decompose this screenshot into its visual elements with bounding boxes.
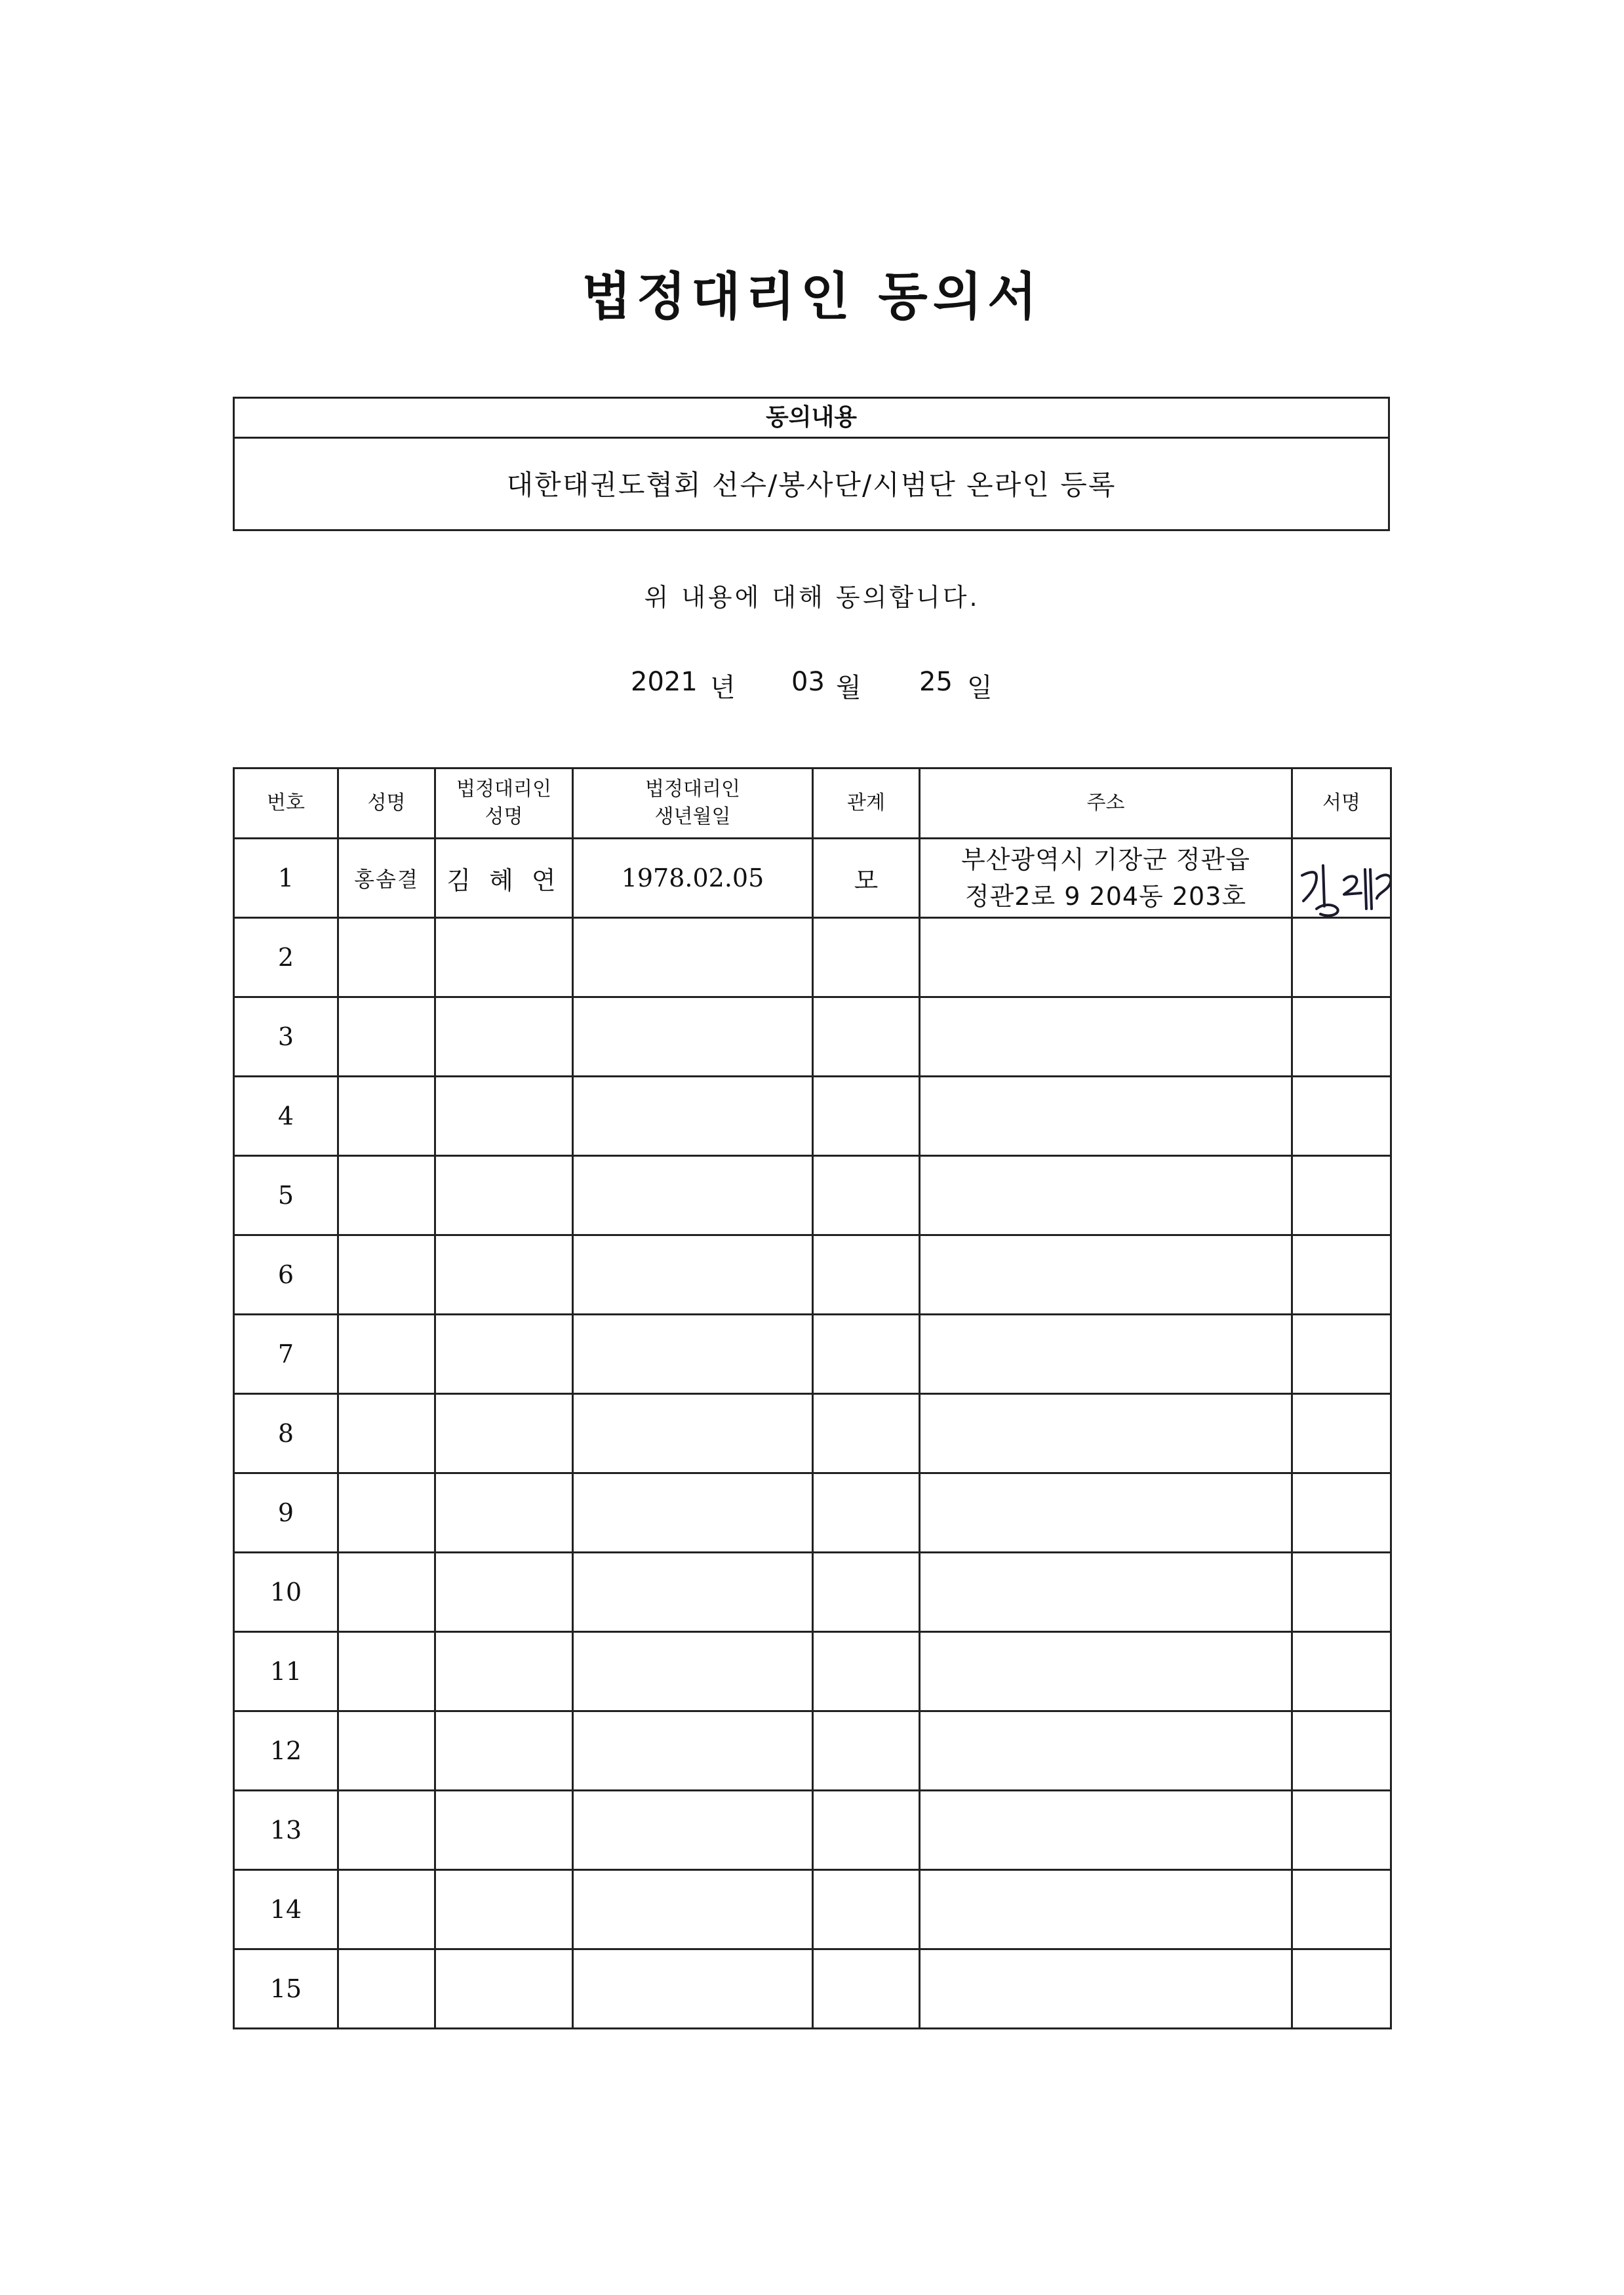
row-address-line2: 정관2로 9 204동 203호	[964, 882, 1247, 911]
header-guardian-birth	[573, 768, 813, 839]
row-signature	[1292, 1077, 1391, 1156]
row-signature	[1292, 1870, 1391, 1949]
row-address	[920, 918, 1292, 997]
row-number: 12	[234, 1711, 338, 1791]
header-guardian-birth-line2: 생년월일	[654, 805, 731, 828]
row-guardian-name	[435, 1394, 573, 1473]
date-day-unit: 일	[967, 673, 993, 703]
row-guardian-birth: 1978.02.05	[573, 839, 813, 918]
row-name	[338, 1156, 435, 1235]
row-guardian-birth	[573, 1791, 813, 1870]
row-signature	[1292, 1235, 1391, 1315]
row-name	[338, 1235, 435, 1315]
document-title: 법정대리인 동의서	[582, 268, 1042, 327]
row-number: 4	[234, 1077, 338, 1156]
table-row	[234, 1156, 1391, 1235]
row-guardian-birth	[573, 1235, 813, 1315]
row-address	[920, 1791, 1292, 1870]
date-month: 03	[791, 667, 825, 697]
row-number: 9	[234, 1473, 338, 1553]
row-guardian-birth	[573, 1315, 813, 1394]
row-relation	[813, 1315, 920, 1394]
row-address	[920, 839, 1292, 918]
row-guardian-name	[435, 1156, 573, 1235]
header-guardian-birth-line1: 법정대리인	[645, 778, 740, 801]
row-relation	[813, 1156, 920, 1235]
row-address	[920, 1473, 1292, 1553]
row-guardian-birth	[573, 1949, 813, 2029]
agreement-statement: 위 내용에 대해 동의합니다.	[644, 583, 980, 612]
row-signature	[1292, 1315, 1391, 1394]
row-relation	[813, 1394, 920, 1473]
row-guardian-name	[435, 1473, 573, 1553]
row-guardian-name	[435, 1711, 573, 1791]
table-header-row	[234, 768, 1391, 839]
row-relation	[813, 1711, 920, 1791]
row-number: 7	[234, 1315, 338, 1394]
row-address	[920, 1394, 1292, 1473]
header-address: 주소	[920, 768, 1292, 839]
row-name	[338, 1553, 435, 1632]
row-address	[920, 1077, 1292, 1156]
row-guardian-name	[435, 1949, 573, 2029]
row-number: 14	[234, 1870, 338, 1949]
consent-content-header: 동의내용	[235, 399, 1388, 439]
row-number: 1	[234, 839, 338, 918]
row-signature	[1292, 839, 1391, 918]
table-row	[234, 1791, 1391, 1870]
row-number: 15	[234, 1949, 338, 2029]
row-name	[338, 1870, 435, 1949]
table-row	[234, 1632, 1391, 1711]
table-row	[234, 997, 1391, 1077]
row-signature	[1292, 1394, 1391, 1473]
row-relation	[813, 1553, 920, 1632]
header-number: 번호	[234, 768, 338, 839]
row-address-line1: 부산광역시 기장군 정관읍	[961, 845, 1250, 874]
table-row	[234, 1473, 1391, 1553]
table-row	[234, 1315, 1391, 1394]
row-number: 10	[234, 1553, 338, 1632]
row-guardian-name	[435, 1870, 573, 1949]
row-guardian-birth	[573, 1870, 813, 1949]
row-guardian-name	[435, 1553, 573, 1632]
row-signature	[1292, 1791, 1391, 1870]
row-address	[920, 1235, 1292, 1315]
row-number: 5	[234, 1156, 338, 1235]
date-line	[0, 667, 1624, 706]
header-relation: 관계	[813, 768, 920, 839]
row-signature	[1292, 997, 1391, 1077]
row-name	[338, 1473, 435, 1553]
row-address	[920, 1949, 1292, 2029]
registration-table	[233, 767, 1392, 2029]
row-name: 홍솜결	[338, 839, 435, 918]
row-name	[338, 997, 435, 1077]
row-signature	[1292, 918, 1391, 997]
header-guardian-name	[435, 768, 573, 839]
date-day: 25	[919, 667, 953, 697]
row-number: 3	[234, 997, 338, 1077]
row-signature	[1292, 1949, 1391, 2029]
row-address	[920, 1711, 1292, 1791]
row-address	[920, 1632, 1292, 1711]
row-number: 8	[234, 1394, 338, 1473]
row-number: 11	[234, 1632, 338, 1711]
row-relation	[813, 1949, 920, 2029]
row-relation	[813, 1632, 920, 1711]
row-name	[338, 1315, 435, 1394]
row-name	[338, 1394, 435, 1473]
header-guardian-name-line2: 성명	[485, 805, 523, 828]
table-row	[234, 1394, 1391, 1473]
row-guardian-name	[435, 1632, 573, 1711]
row-signature	[1292, 1632, 1391, 1711]
date-year: 2021	[631, 667, 698, 697]
consent-content-body: 대한태권도협회 선수/봉사단/시범단 온라인 등록	[506, 469, 1117, 501]
row-guardian-name	[435, 1235, 573, 1315]
row-guardian-birth	[573, 1553, 813, 1632]
row-name	[338, 1949, 435, 2029]
header-guardian-name-line1: 법정대리인	[456, 778, 551, 801]
row-guardian-birth	[573, 1394, 813, 1473]
consent-content-box	[233, 397, 1390, 531]
table-row	[234, 1711, 1391, 1791]
date-month-unit: 월	[836, 673, 862, 703]
row-name	[338, 918, 435, 997]
row-signature	[1292, 1156, 1391, 1235]
row-guardian-name	[435, 1077, 573, 1156]
table-row	[234, 918, 1391, 997]
row-guardian-birth	[573, 1156, 813, 1235]
header-name: 성명	[338, 768, 435, 839]
table-row	[234, 1949, 1391, 2029]
row-guardian-birth	[573, 997, 813, 1077]
table-row	[234, 839, 1391, 918]
row-guardian-birth	[573, 1711, 813, 1791]
row-signature	[1292, 1473, 1391, 1553]
row-relation	[813, 1791, 920, 1870]
row-guardian-name	[435, 997, 573, 1077]
table-row	[234, 1553, 1391, 1632]
row-address	[920, 1553, 1292, 1632]
row-relation: 모	[813, 839, 920, 918]
row-guardian-birth	[573, 1077, 813, 1156]
row-relation	[813, 1077, 920, 1156]
row-guardian-name	[435, 918, 573, 997]
table-row	[234, 1870, 1391, 1949]
row-signature	[1292, 1553, 1391, 1632]
row-name	[338, 1791, 435, 1870]
row-signature	[1292, 1711, 1391, 1791]
row-name	[338, 1711, 435, 1791]
row-address	[920, 1870, 1292, 1949]
header-signature: 서명	[1292, 768, 1391, 839]
row-address	[920, 1156, 1292, 1235]
row-number: 2	[234, 918, 338, 997]
row-number: 13	[234, 1791, 338, 1870]
table-row	[234, 1077, 1391, 1156]
row-guardian-birth	[573, 1632, 813, 1711]
row-name	[338, 1077, 435, 1156]
row-relation	[813, 1235, 920, 1315]
row-guardian-name	[435, 1315, 573, 1394]
row-address	[920, 997, 1292, 1077]
row-guardian-name: 김 혜 연	[435, 839, 573, 918]
date-year-unit: 년	[710, 673, 736, 703]
row-guardian-birth	[573, 1473, 813, 1553]
row-address	[920, 1315, 1292, 1394]
row-guardian-name	[435, 1791, 573, 1870]
row-guardian-birth	[573, 918, 813, 997]
row-number: 6	[234, 1235, 338, 1315]
row-relation	[813, 918, 920, 997]
row-relation	[813, 1870, 920, 1949]
row-relation	[813, 997, 920, 1077]
table-row	[234, 1235, 1391, 1315]
row-name	[338, 1632, 435, 1711]
handwritten-signature	[1297, 846, 1391, 918]
row-relation	[813, 1473, 920, 1553]
